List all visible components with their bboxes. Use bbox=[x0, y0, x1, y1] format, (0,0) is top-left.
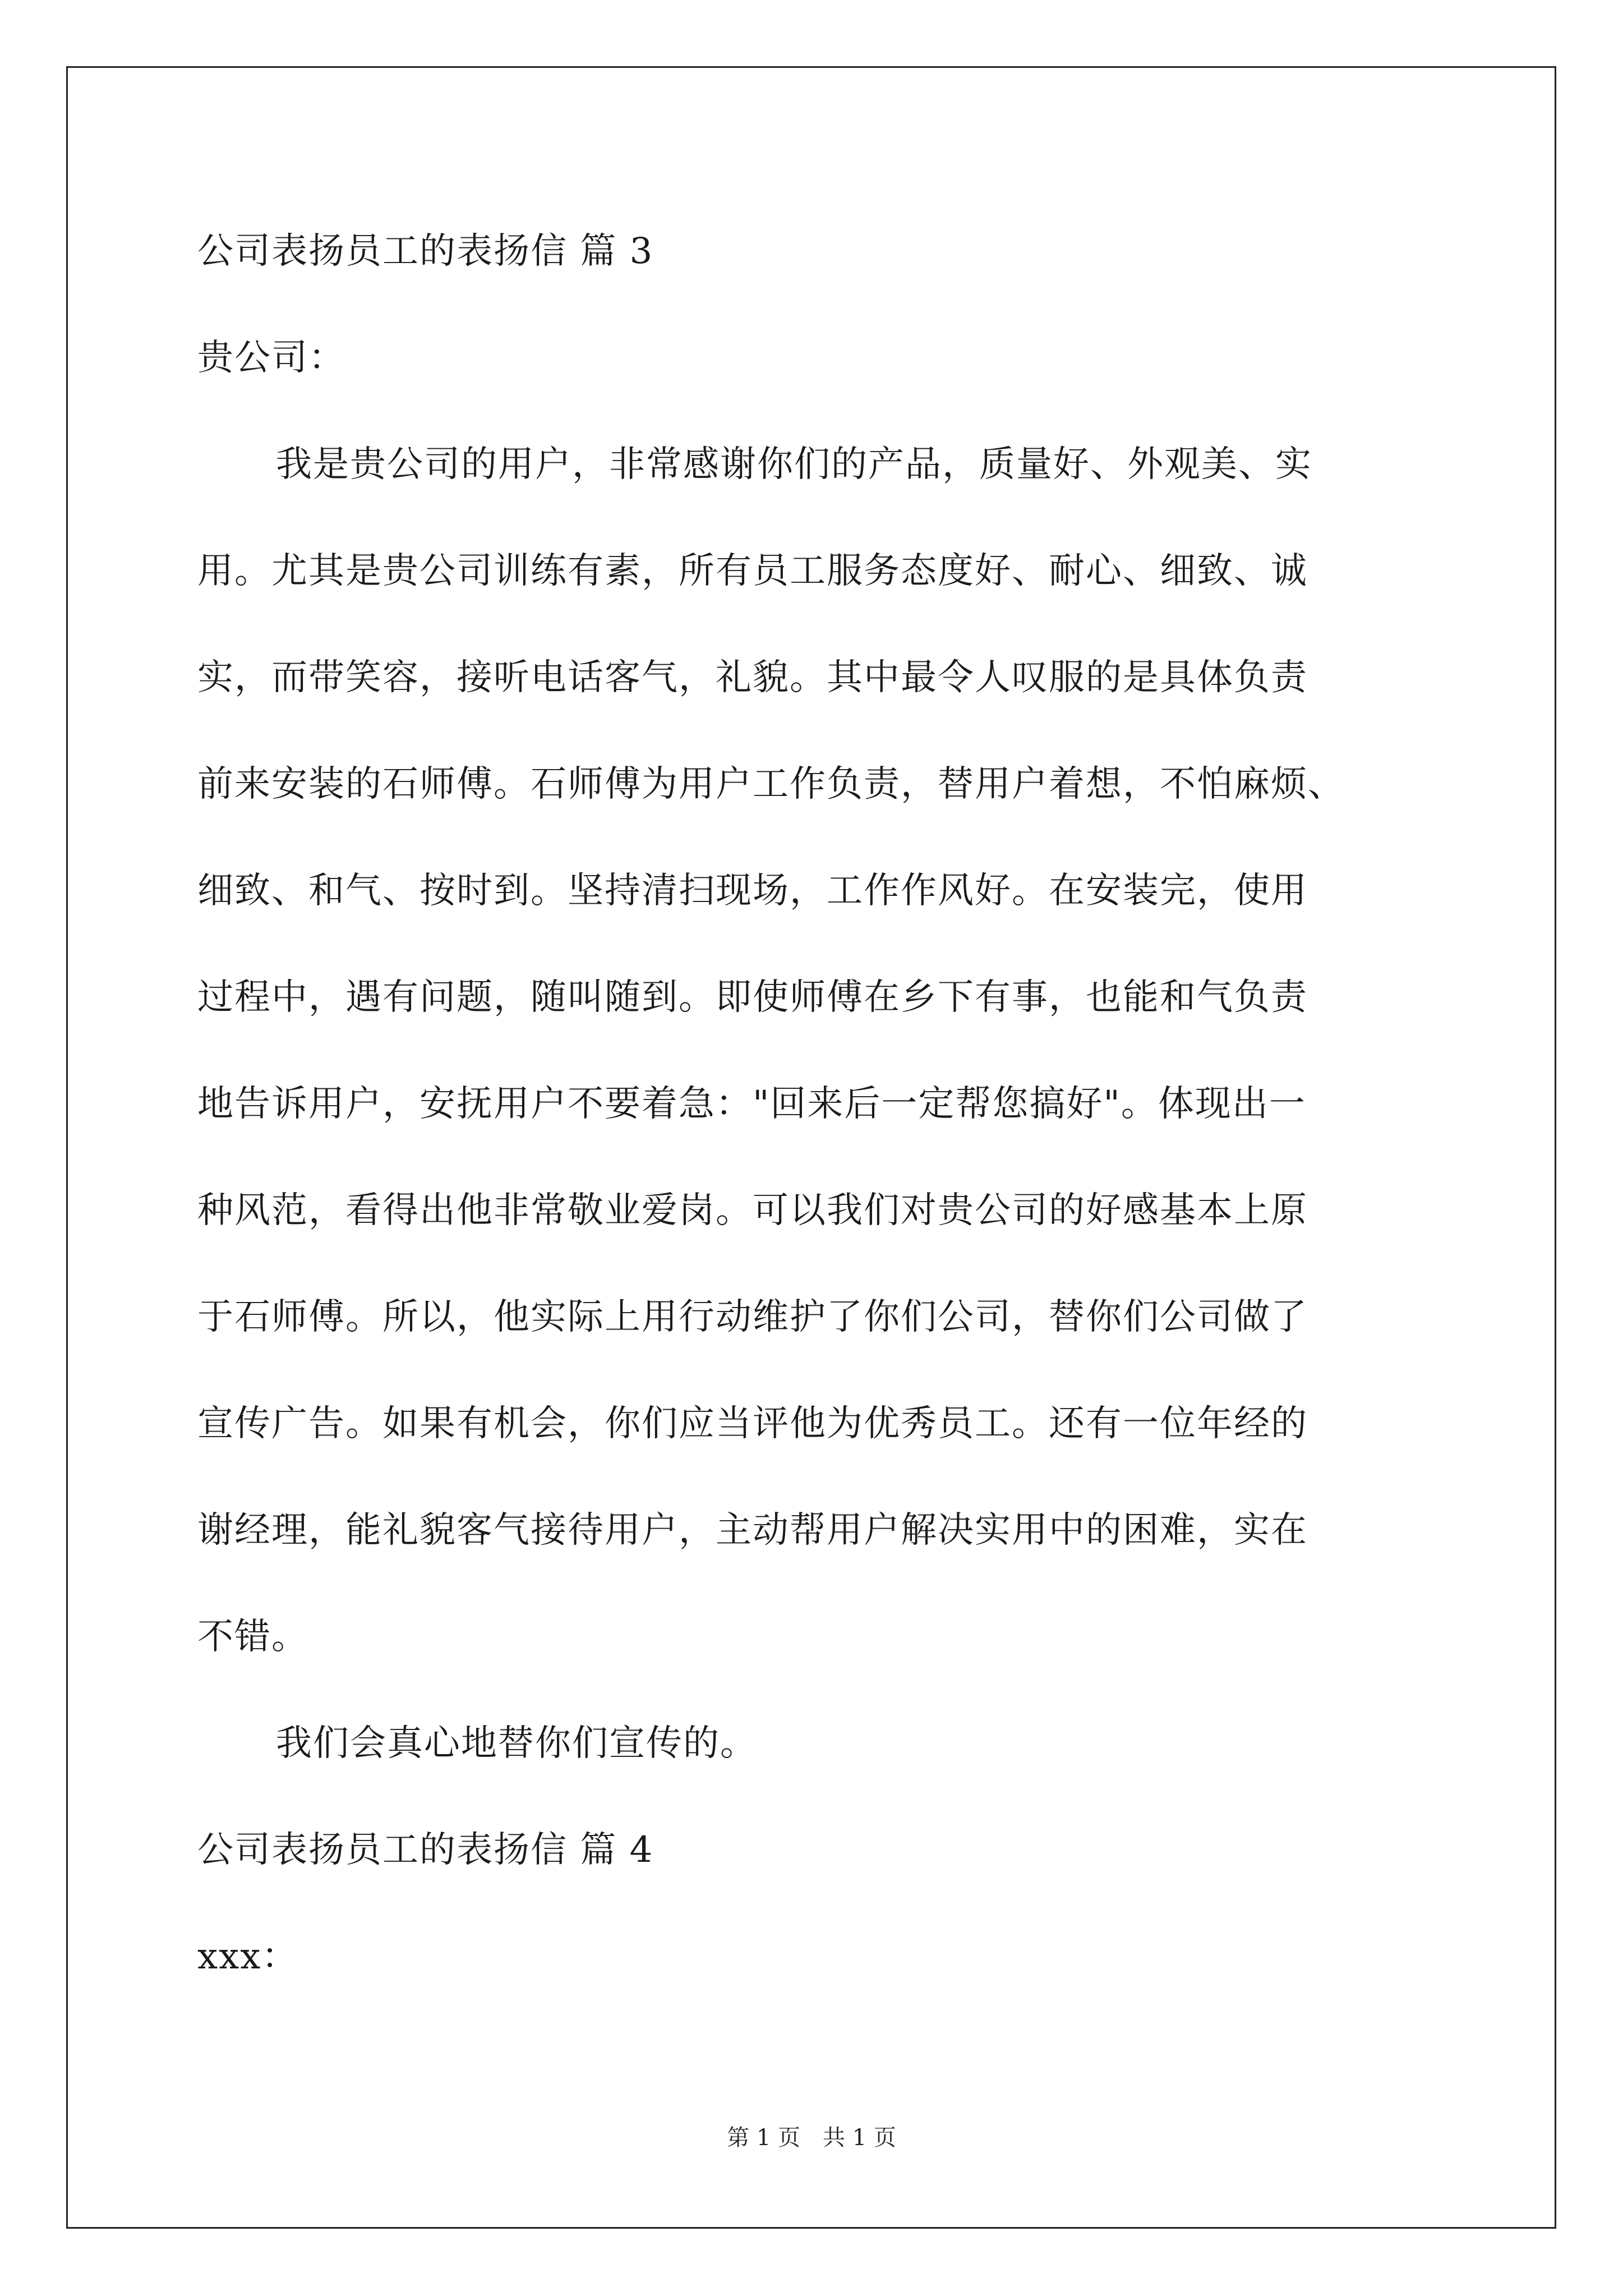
paragraph-line: 用。尤其是贵公司训练有素，所有员工服务态度好、耐心、细致、诚 bbox=[197, 550, 1308, 592]
closing-paragraph: 我们会真心地替你们宣传的。 bbox=[276, 1723, 757, 1764]
paragraph-line: 地告诉用户，安抚用户不要着急："回来后一定帮您搞好"。体现出一 bbox=[197, 1083, 1306, 1125]
paragraph-line: 实，而带笑容，接听电话客气，礼貌。其中最令人叹服的是具体负责 bbox=[197, 657, 1308, 698]
paragraph-line: 种风范，看得出他非常敬业爱岗。可以我们对贵公司的好感基本上原 bbox=[197, 1190, 1308, 1231]
paragraph-line: 谢经理，能礼貌客气接待用户，主动帮用户解决实用中的困难，实在 bbox=[197, 1510, 1308, 1551]
paragraph-line: 过程中，遇有问题，随叫随到。即使师傅在乡下有事，也能和气负责 bbox=[197, 977, 1308, 1018]
paragraph-line: 不错。 bbox=[197, 1616, 308, 1658]
paragraph-line: 我是贵公司的用户，非常感谢你们的产品，质量好、外观美、实 bbox=[276, 444, 1312, 485]
section-title-3: 公司表扬员工的表扬信 篇 3 bbox=[197, 231, 654, 272]
salutation: xxx： bbox=[197, 1936, 299, 1977]
paragraph-line: 宣传广告。如果有机会，你们应当评他为优秀员工。还有一位年经的 bbox=[197, 1403, 1308, 1444]
paragraph-line: 细致、和气、按时到。坚持清扫现场，工作作风好。在安装完，使用 bbox=[197, 870, 1308, 912]
section-title-4: 公司表扬员工的表扬信 篇 4 bbox=[197, 1829, 654, 1871]
paragraph-line: 前来安装的石师傅。石师傅为用户工作负责，替用户着想，不怕麻烦、 bbox=[197, 763, 1345, 805]
page-frame bbox=[66, 66, 1556, 2229]
salutation: 贵公司： bbox=[197, 337, 345, 379]
page-footer: 第 1 页 共 1 页 bbox=[727, 2125, 896, 2151]
paragraph-line: 于石师傅。所以，他实际上用行动维护了你们公司，替你们公司做了 bbox=[197, 1296, 1308, 1338]
